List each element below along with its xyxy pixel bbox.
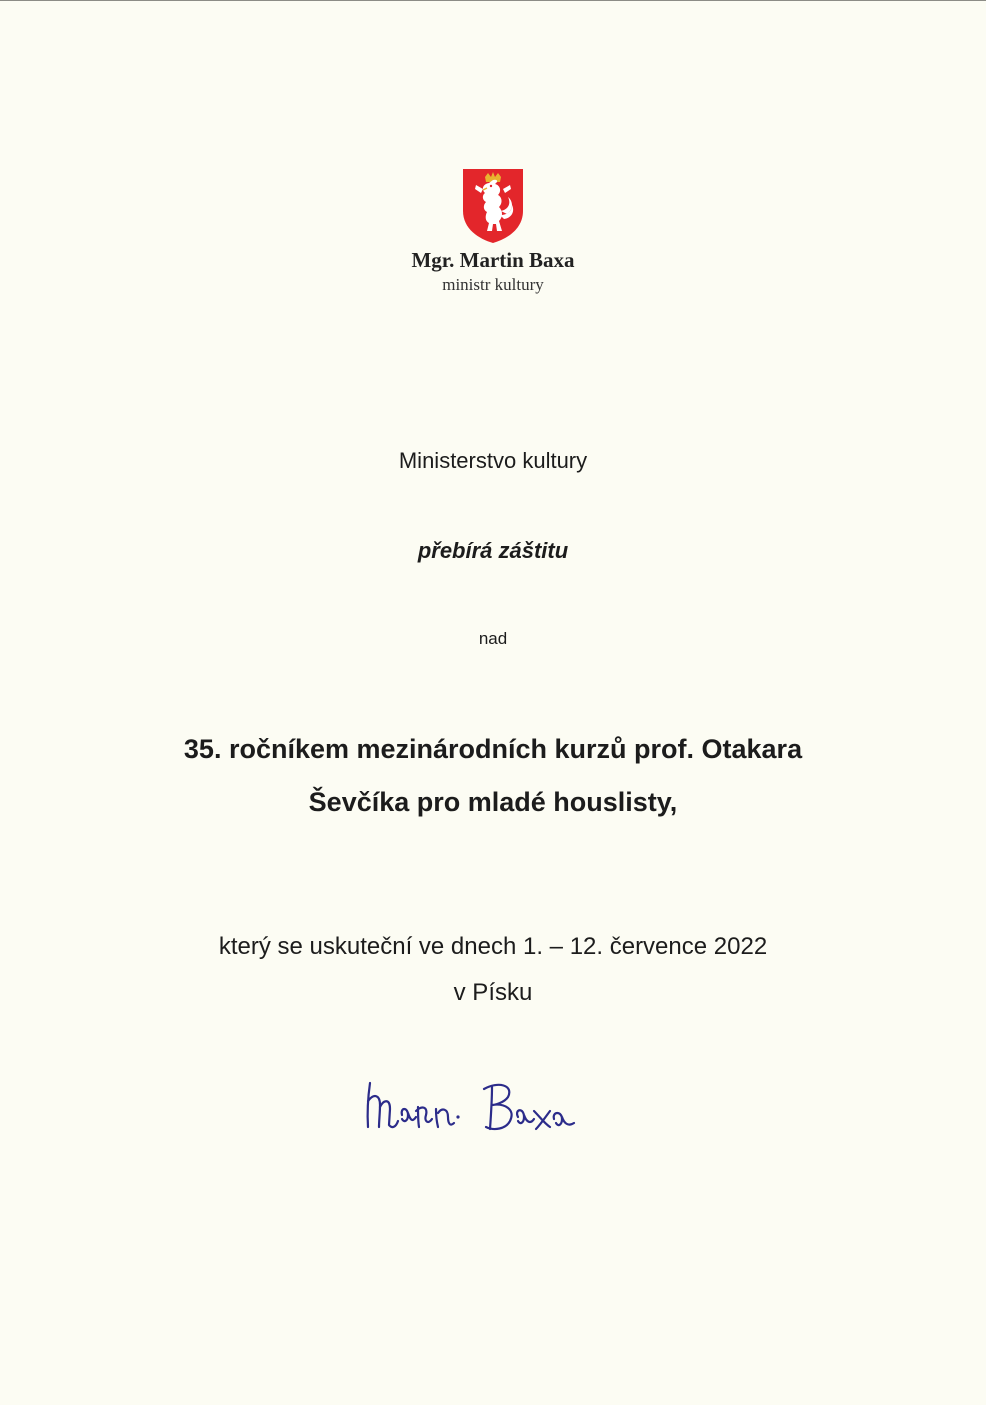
event-title-line: Ševčíka pro mladé houslisty,	[308, 787, 678, 817]
event-date-line: který se uskuteční ve dnech 1. – 12. července 2022	[218, 933, 768, 960]
event-place-line: v Písku	[453, 979, 533, 1006]
czech-coat-of-arms-icon	[461, 167, 525, 245]
ministry-name: Ministerstvo kultury	[398, 448, 588, 473]
handwritten-signature	[358, 1071, 588, 1151]
signer-title: ministr kultury	[442, 275, 544, 294]
patronage-statement: přebírá záštitu	[417, 538, 569, 563]
preposition-text: nad	[478, 629, 508, 648]
event-title-line: 35. ročníkem mezinárodních kurzů prof. Otakara	[183, 734, 803, 764]
signer-name: Mgr. Martin Baxa	[411, 248, 575, 272]
